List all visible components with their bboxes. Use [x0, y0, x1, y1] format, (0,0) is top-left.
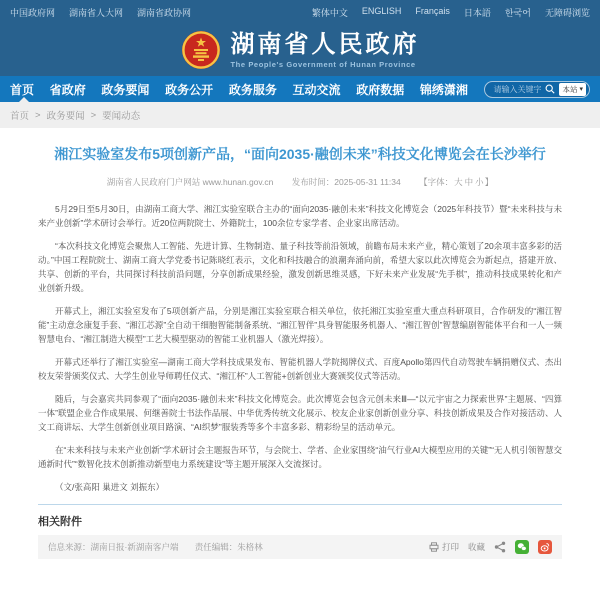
site-search [484, 81, 590, 98]
language-link[interactable]: Français [415, 5, 450, 16]
site-title-english: The People's Government of Hunan Province [230, 59, 416, 69]
font-size-option[interactable]: 大 [454, 177, 463, 187]
breadcrumb-item[interactable]: > [35, 109, 41, 121]
breadcrumb-item[interactable]: > [90, 109, 97, 121]
nav-item[interactable]: 政务公开 [165, 82, 214, 97]
nav-item[interactable]: 政务要闻 [101, 82, 150, 97]
source-value: 湖南日报·新湖南客户端 [90, 542, 179, 552]
article-paragraph: 开幕式上，湘江实验室发布了5项创新产品，分别是湘江实验室联合相关单位，依托湘江实验室重大重点科研项目，合作研发的“湘江智能”主动意念康复手套、“湘江芯源”全自动干细胞智能制备系统、“湘江智伴”具身智能服务机器人、“湘江智创”智慧编剧智能体平台和一人一频智慧电台、“湘江制造大模型”工艺大模型驱动的智能工业机器人（激光焊接）。 [38, 306, 562, 344]
topbar-left-links [10, 6, 191, 19]
language-link[interactable]: 无障碍浏览 [544, 7, 590, 18]
breadcrumb [0, 102, 600, 128]
share-icon[interactable] [494, 541, 506, 553]
printer-icon [429, 542, 439, 552]
nav-item[interactable]: 政府数据 [356, 82, 405, 97]
topbar-right-links [312, 6, 590, 19]
language-link[interactable]: 한국어 [504, 7, 531, 18]
top-utility-bar [0, 0, 600, 24]
weibo-share-icon[interactable] [538, 540, 552, 554]
article-paragraph: 在“未来科技与未来产业创新”学术研讨会主题报告环节，与会院士、学者、企业家围绕“油气行业AI大模型应用的关键”“无人机引领智慧交通新时代”“数智化技术创新推动新型电力系统建设”等主题开展深入交流探讨。 [38, 445, 562, 469]
font-size-option[interactable]: 小 [475, 177, 484, 187]
search-input[interactable] [493, 85, 541, 94]
attachments-divider [38, 504, 562, 505]
article-byline: （文/张高阳 巢进文 刘振东） [55, 482, 165, 492]
source-label: 信息来源： [48, 542, 91, 552]
article-container [0, 128, 600, 600]
language-link[interactable]: ENGLISH [361, 5, 402, 16]
nav-item[interactable]: 省政府 [49, 82, 86, 97]
page-title: 湘江实验室发布5项创新产品，“面向2035·融创未来”科技文化博览会在长沙举行 [54, 146, 546, 162]
chevron-down-icon: ▾ [579, 86, 583, 93]
font-size-option[interactable]: 中 [464, 177, 474, 187]
attachments-heading: 相关附件 [38, 516, 82, 528]
search-scope-value: 本站 [562, 84, 578, 94]
infobar-meta [48, 541, 277, 553]
nav-item[interactable]: 首页 [10, 82, 35, 97]
nav-item[interactable]: 政务服务 [228, 82, 277, 97]
article-paragraph: 5月29日至5月30日，由湖南工商大学、湘江实验室联合主办的“面向2035·融创未来”科技文化博览会（2025年科技节）暨“未来科技与未来产业创新”学术研讨会举行。近20位两院院士、外籍院士，100余位专家学者、企业家出席活动。 [38, 204, 562, 228]
language-link[interactable]: 繁体中文 [311, 7, 348, 18]
nav-items [10, 81, 468, 98]
site-header [0, 24, 600, 76]
search-scope-select[interactable] [559, 83, 586, 96]
nav-item[interactable]: 互动交流 [292, 82, 341, 97]
print-button[interactable]: 打印 [429, 541, 459, 553]
publish-time: 发布时间：2025-05-31 11:34 [291, 177, 401, 187]
site-title: 湖南省人民政府 [230, 30, 420, 58]
editor-label: 责任编辑： [194, 542, 238, 552]
article-meta [38, 176, 562, 188]
article-infobar [38, 535, 562, 559]
topbar-link[interactable]: 湖南省人大网 [69, 7, 124, 18]
article-body [38, 202, 562, 471]
national-emblem-logo [181, 30, 221, 70]
article-paragraph: 开幕式还举行了湘江实验室—湖南工商大学科技成果发布、智能机器人学院揭牌仪式、百度Apollo第四代自动驾驶车辆捐赠仪式、杰出校友荣誉颁奖仪式、大学生创业导师聘任仪式、“湘江杯”人工智能+创新创业大赛颁奖仪式等活动。 [38, 357, 562, 381]
site-title-block [231, 32, 420, 69]
active-tab-indicator [19, 97, 29, 102]
breadcrumb-item[interactable]: 首页 [10, 111, 30, 122]
language-link[interactable]: 日本語 [463, 7, 491, 18]
editor-value: 朱格林 [237, 542, 263, 552]
article-source-site: 湖南省人民政府门户网站 www.hunan.gov.cn [106, 177, 274, 187]
wechat-share-icon[interactable] [515, 540, 529, 554]
breadcrumb-item[interactable]: 政务要闻 [46, 111, 85, 122]
search-icon[interactable] [545, 84, 555, 94]
topbar-link[interactable]: 中国政府网 [10, 7, 56, 18]
main-nav [0, 76, 600, 102]
infobar-actions [429, 540, 552, 554]
topbar-link[interactable]: 湖南省政协网 [137, 7, 192, 18]
favorite-button[interactable]: 收藏 [467, 542, 485, 552]
nav-item[interactable]: 锦绣潇湘 [419, 82, 468, 97]
masthead [0, 0, 600, 76]
article-paragraph: 随后，与会嘉宾共同参观了“面向2035·融创未来”科技文化博览会。此次博览会包含元创未来Ⅲ—“以元宇宙之力探索世界”主题展、“四算一体”联盟企业合作成果展、何继善院士书法作品展、中华优秀传统文化展示、校友企业家创新创业分享、科技创新成果及合作对接活动、人文工商讲坛、大学生创新创业项目路演、“AI织梦”服装秀等多个丰富多彩、精彩纷呈的活动单元。 [38, 394, 562, 432]
article-paragraph: “本次科技文化博览会聚焦人工智能、先进计算、生物制造、量子科技等前沿领域，前瞻布局未来产业，精心策划了20余项丰富多彩的活动。”中国工程院院士、湖南工商大学党委书记陈晓红表示，文化和科技融合的浪潮奔涌向前，希望大家以此次博览会为新起点，搭建开放、共享、创新的平台，共同探讨科技前沿问题，分享创新成果经验，激发创新思维灵感，下好未来产业发展“先手棋”，推动科技成果转化和产业创新升级。 [38, 241, 562, 293]
font-size-control: 【字体：大 中 小】 [419, 177, 494, 187]
breadcrumb-item[interactable]: 要闻动态 [102, 111, 141, 122]
